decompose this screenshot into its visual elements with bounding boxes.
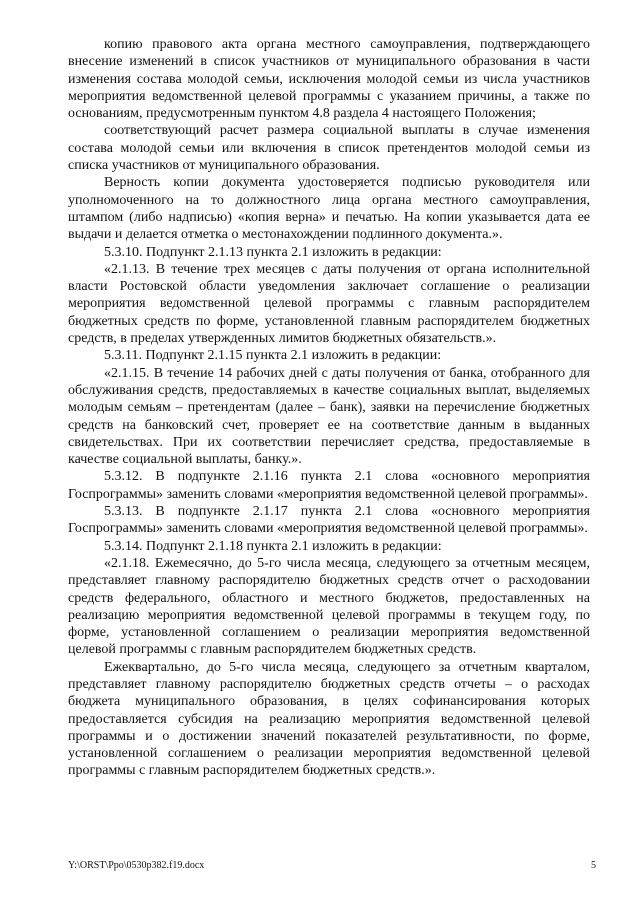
- paragraph-5-3-13: 5.3.13. В подпункте 2.1.17 пункта 2.1 слова «основного мероприятия Госпрограммы» заменить словами «мероприятия ведомственной целевой программы».: [68, 504, 590, 537]
- paragraph-2-1-13: «2.1.13. В течение трех месяцев с даты получения от органа исполнительной власти Ростовской области уведомления заключает соглашение о реализации мероприятия ведомственной целевой программы с главным распорядителем бюджетных средств по форме, установленной главным распорядителем бюджетных средств, в пределах утвержденных лимитов бюджетных обязательств.».: [68, 261, 590, 347]
- paragraph-5-3-10: 5.3.10. Подпункт 2.1.13 пункта 2.1 изложить в редакции:: [104, 244, 442, 260]
- paragraph-copy-certification: Верность копии документа удостоверяется подписью руководителя или уполномоченного на то должностного лица органа местного самоуправления, штампом (либо надписью) «копия верна» и печатью. На копии указывается дата ее выдачи и делается отметка о местонахождении подлинного документа.».: [68, 175, 590, 243]
- paragraph-payment-calculation: соответствующий расчет размера социальной выплаты в случае изменения состава молодой семьи или включения в список претендентов молодой семьи из списка участников от муниципального образования.: [68, 123, 590, 174]
- footer-file-path: Y:\ORST\Ppo\0530p382.f19.docx: [68, 860, 205, 871]
- document-body: [68, 36, 590, 780]
- paragraph-copy-of-act: копию правового акта органа местного самоуправления, подтверждающего внесение изменений в список участников от муниципального образования в части изменения состава молодой семьи, исключения молодой семьи из числа участников мероприятия ведомственной целевой программы с указанием причины, а также по основаниям, предусмотренным пунктом 4.8 раздела 4 настоящего Положения;: [68, 37, 590, 122]
- page-number: 5: [591, 860, 596, 871]
- paragraph-5-3-14: 5.3.14. Подпункт 2.1.18 пункта 2.1 изложить в редакции:: [104, 538, 442, 554]
- paragraph-5-3-12: 5.3.12. В подпункте 2.1.16 пункта 2.1 слова «основного мероприятия Госпрограммы» заменить словами «мероприятия ведомственной целевой программы».: [68, 469, 590, 502]
- paragraph-2-1-18: «2.1.18. Ежемесячно, до 5-го числа месяца, следующего за отчетным месяцем, представляет главному распорядителю бюджетных средств отчет о расходовании средств федерального, областного и местного бюджетов, предоставленных на реализацию мероприятия ведомственной целевой программы в текущем году, по форме, установленной соглашением о реализации мероприятия ведомственной целевой программы с главным распорядителем бюджетных средств.: [68, 555, 590, 658]
- paragraph-quarterly-report: Ежеквартально, до 5-го числа месяца, следующего за отчетным кварталом, представляет главному распорядителю бюджетных средств отчеты – о расходах бюджета муниципального образования, в целях софинансирования которых предоставляется субсидия на реализацию мероприятия ведомственной целевой программы и о достижении значений показателей результативности, по форме, установленной соглашением о реализации мероприятия ведомственной целевой программы с главным распорядителем бюджетных средств.».: [68, 659, 590, 779]
- paragraph-5-3-11: 5.3.11. Подпункт 2.1.15 пункта 2.1 изложить в редакции:: [104, 348, 442, 364]
- paragraph-2-1-15: «2.1.15. В течение 14 рабочих дней с даты получения от банка, отобранного для обслуживания средств, предоставляемых в качестве социальных выплат, выделяемых молодым семьям – претендентам (далее – банк), заявки на перечисление бюджетных средств на банковский счет, проверяет ее на соответствие данным в выданных свидетельствах. При их соответствии перечисляет средства, предоставляемые в качестве социальной выплаты, банку.».: [68, 365, 590, 468]
